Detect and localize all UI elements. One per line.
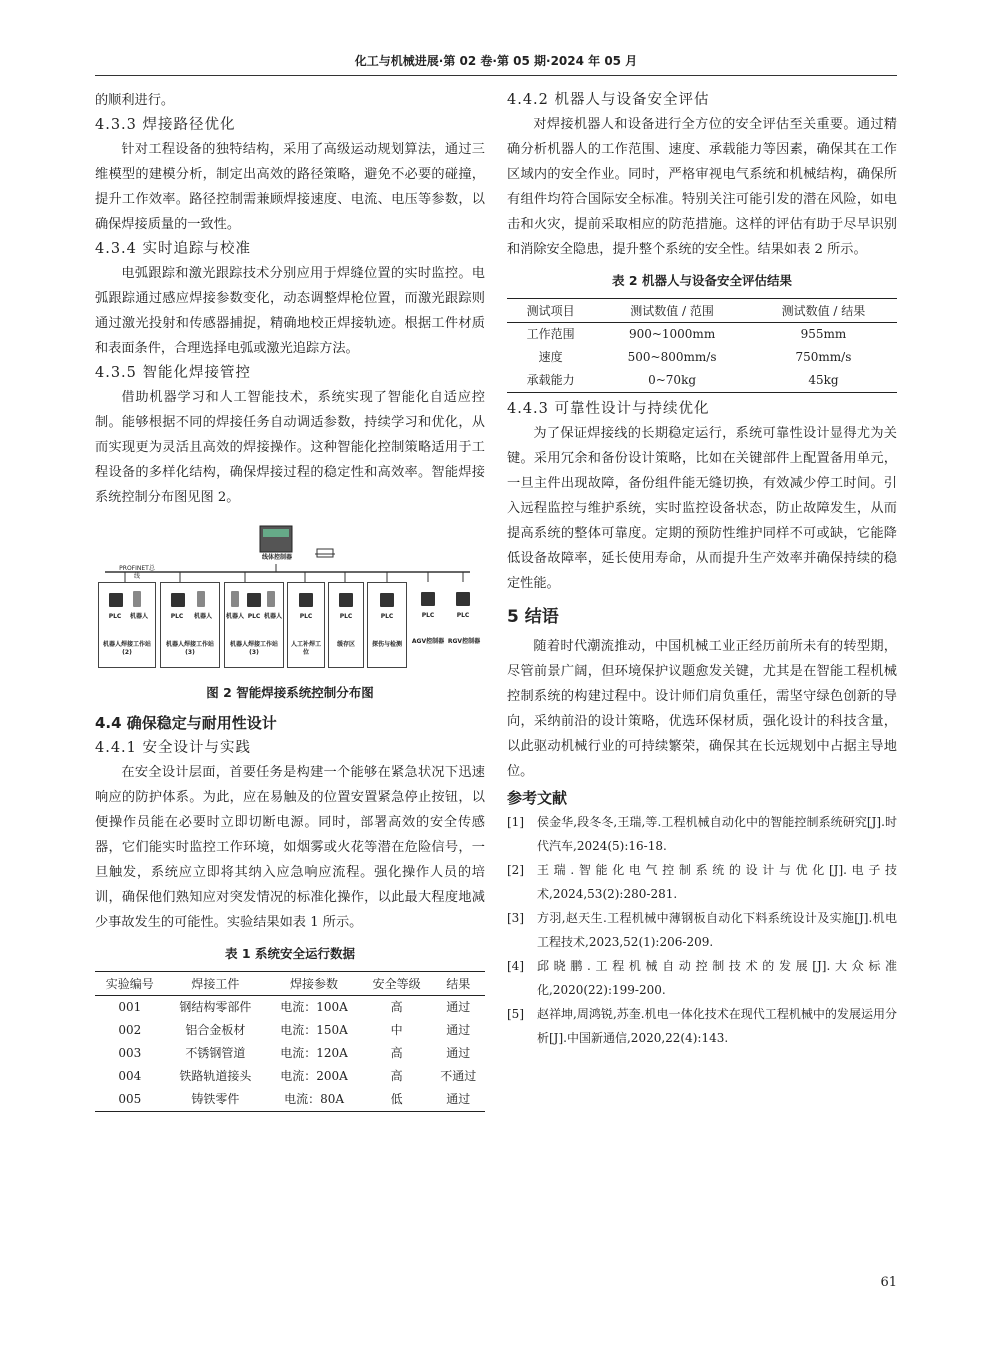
section-heading-5: 5 结语	[507, 607, 559, 627]
reference-item: [2] 王瑞.智能化电气控制系统的设计与优化[J].电子技术,2024,53(2):280-281.	[507, 863, 897, 901]
station-box-3: 机器人 PLC 机器人 机器人焊接工作站(3)	[224, 582, 284, 668]
section-heading-4-4-1: 4.4.1 安全设计与实践	[95, 740, 252, 756]
table1	[95, 971, 485, 1112]
page-number: 61	[880, 1275, 897, 1290]
table-row: 001 钢结构零部件 电流：100A 高 通过	[118, 1000, 471, 1014]
table2-header: 测试数值 / 范围	[594, 299, 750, 323]
bus-label: PROFINET总线	[119, 565, 155, 580]
section-heading-4-3-3: 4.3.3 焊接路径优化	[95, 117, 236, 133]
table-row: 005 铸铁零件 电流：80A 低 通过	[95, 1088, 485, 1112]
paragraph: 为了保证焊接线的长期稳定运行，系统可靠性设计显得尤为关键。采用冗余和备份设计策略，比如在关键部件上配置备用单元，一旦主件出现故障，备份组件能无缝切换，有效减少停工时间。引入远程监控与维护系统，实时监控设备状态，防止故障发生，从而提高系统的整体可靠度。定期的预防性维护同样不可或缺，它能降低设备故障率，延长使用寿命，从而提升生产效率并确保持续的稳定性能。	[507, 426, 897, 591]
paragraph: 电弧跟踪和激光跟踪技术分别应用于焊缝位置的实时监控。电弧跟踪通过感应焊接参数变化，动态调整焊枪位置，而激光跟踪则通过激光投射和传感器捕捉，精确地校正焊接轨迹。根据工件材质和表面条件，合理选择电弧或激光追踪方法。	[95, 266, 485, 356]
table1-header: 实验编号	[95, 972, 165, 996]
section-heading-4-3-5: 4.3.5 智能化焊接管控	[95, 365, 252, 381]
table-row: 003 不锈钢管道 电流：120A 高 通过	[118, 1046, 471, 1060]
table2-header: 测试项目	[507, 299, 594, 323]
right-column	[507, 88, 897, 1050]
paragraph: 对焊接机器人和设备进行全方位的安全评估至关重要。通过精确分析机器人的工作范围、速度、承载能力等因素，确保其在工作区域内的安全作业。同时，严格审视电气系统和机械结构，确保所有组件均符合国际安全标准。特别关注可能引发的潜在风险，如电击和火灾，提前采取相应的防范措施。这样的评估有助于尽早识别和消除安全隐患，提升整个系统的安全性。结果如表 2 所示。	[507, 117, 897, 257]
table-row: 004 铁路轨道接头 电流：200A 高 不通过	[118, 1069, 477, 1083]
section-heading-4-3-4: 4.3.4 实时追踪与校准	[95, 241, 252, 257]
station-box-4: PLC 人工补焊工位	[287, 582, 325, 668]
station-box-2: PLC 机器人 机器人焊接工作站(3)	[160, 582, 220, 668]
table2	[507, 298, 897, 393]
table-row: 002 铝合金板材 电流：150A 中 通过	[118, 1023, 471, 1037]
table1-header: 焊接参数	[266, 972, 362, 996]
agv-label: AGV控制器	[411, 638, 445, 645]
table2-caption: 表 2 机器人与设备安全评估结果	[612, 273, 792, 288]
reference-item: [5] 赵祥坤,周鸿锐,苏奎.机电一体化技术在现代工程机械中的发展运用分析[J].中国新通信,2020,22(4):143.	[507, 1007, 897, 1045]
table1-header: 焊接工件	[165, 972, 267, 996]
table-row: 承载能力 0~70kg 45kg	[507, 369, 897, 393]
table1-header: 安全等级	[362, 972, 432, 996]
rgv-device-icon	[456, 592, 470, 606]
station-box-1: PLC 机器人 机器人焊接工作站(2)	[98, 582, 156, 668]
reference-item: [3] 方羽,赵天生.工程机械中薄钢板自动化下料系统设计及实施[J].机电工程技术,2023,52(1):206-209.	[507, 911, 897, 949]
running-header: 化工与机械进展·第 02 卷·第 05 期·2024 年 05 月	[95, 52, 897, 76]
figure-caption: 图 2 智能焊接系统控制分布图	[206, 685, 374, 700]
left-column	[95, 88, 485, 1112]
rgv-label: RGV控制器	[447, 638, 481, 645]
paragraph: 在安全设计层面，首要任务是构建一个能够在紧急状况下迅速响应的防护体系。为此，应在易触及的位置安置紧急停止按钮，以便操作员能在必要时立即切断电源。同时，部署高效的安全传感器，它们能实时监控工作环境，如烟雾或火花等潜在危险信号，一旦触发，系统应立即将其纳入应急响应流程。强化操作人员的培训，确保他们熟知应对突发情况的标准化操作，以此最大程度地减少事故发生的可能性。实验结果如表 1 所示。	[95, 765, 485, 930]
rgv-plc-label: PLC	[456, 612, 470, 619]
station-box-5: PLC 缓存区	[328, 582, 364, 668]
table1-caption: 表 1 系统安全运行数据	[225, 946, 355, 961]
control-distribution-figure	[95, 524, 485, 674]
paragraph: 随着时代潮流推动，中国机械工业正经历前所未有的转型期，尽管前景广阔，但环境保护议题愈发关键，尤其是在智能工程机械控制系统的构建过程中。设计师们肩负重任，需坚守绿色创新的导向，采纳前沿的设计策略，优选环保材质，强化设计的科技含量，以此驱动机械行业的可持续繁荣，确保其在长远规划中占据主导地位。	[507, 639, 897, 779]
table2-header: 测试数值 / 结果	[750, 299, 897, 323]
table1-header: 结果	[431, 972, 485, 996]
controller-label: 线体控制器	[261, 554, 292, 561]
section-heading-4-4-3: 4.4.3 可靠性设计与持续优化	[507, 401, 710, 417]
agv-device-icon	[421, 592, 435, 606]
paragraph: 借助机器学习和人工智能技术，系统实现了智能化自适应控制。能够根据不同的焊接任务自动调适参数，持续学习和优化，从而实现更为灵活且高效的焊接操作。这种智能化控制策略适用于工程设备的多样化结构，确保焊接过程的稳定性和高效率。智能焊接系统控制分布图见图 2。	[95, 390, 485, 505]
paragraph: 的顺利进行。	[95, 93, 175, 108]
paragraph: 针对工程设备的独特结构，采用了高级运动规划算法，通过三维模型的建模分析，制定出高效的路径策略，避免不必要的碰撞，提升工作效率。路径控制需兼顾焊接速度、电流、电压等参数，以确保焊接质量的一致性。	[95, 142, 485, 232]
section-heading-4-4: 4.4 确保稳定与耐用性设计	[95, 714, 277, 732]
reference-item: [1] 侯金华,段冬冬,王瑞,等.工程机械自动化中的智能控制系统研究[J].时代汽车,2024(5):16-18.	[507, 815, 897, 853]
section-heading-4-4-2: 4.4.2 机器人与设备安全评估	[507, 92, 710, 108]
station-box-6: PLC 探伤与检测	[367, 582, 407, 668]
reference-item: [4] 邱晓鹏.工程机械自动控制技术的发展[J].大众标准化,2020(22):199-200.	[507, 959, 897, 997]
table-row: 速度 500~800mm/s 750mm/s	[538, 350, 852, 364]
table-row: 工作范围 900~1000mm 955mm	[526, 327, 847, 341]
references-title: 参考文献	[507, 789, 568, 807]
agv-plc-label: PLC	[421, 612, 435, 619]
